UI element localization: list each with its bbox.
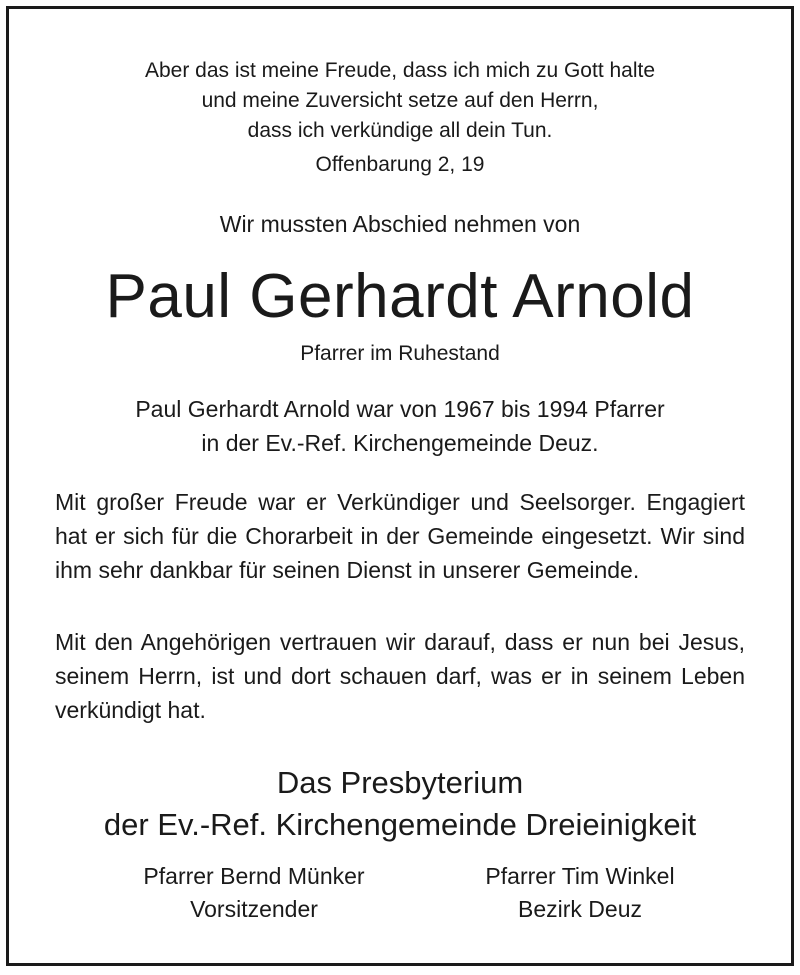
signature-org-line: Das Presbyterium <box>276 765 524 800</box>
farewell-intro: Wir mussten Abschied nehmen von <box>219 211 581 237</box>
service-info <box>0 392 800 460</box>
bible-reference: Offenbarung 2, 19 <box>315 153 485 176</box>
bible-verse <box>0 56 800 146</box>
signer-chair <box>104 860 404 926</box>
signature-org-line: der Ev.-Ref. Kirchengemeinde Dreieinigkeit <box>103 807 697 842</box>
deceased-title: Pfarrer im Ruhestand <box>300 342 500 365</box>
tribute-paragraph: Mit großer Freude war er Verkündiger und Seelsorger. Engagiert hat er sich für die Chorarbeit in der Gemeinde eingesetzt. Wir sind ihm sehr dankbar für seinen Dienst in unserer Gemeinde. <box>55 489 745 583</box>
signer-role: Vorsitzender <box>190 896 318 922</box>
tribute-paragraph: Mit den Angehörigen vertrauen wir darauf, dass er nun bei Jesus, seinem Herrn, ist und dort schauen darf, was er in seinem Leben verkündigt hat. <box>55 629 745 723</box>
signer-district <box>430 860 730 926</box>
signer-name: Pfarrer Bernd Münker <box>143 863 365 889</box>
bible-verse-line: dass ich verkündige all dein Tun. <box>247 119 553 142</box>
signer-role: Bezirk Deuz <box>518 896 642 922</box>
bible-verse-line: und meine Zuversicht setze auf den Herrn, <box>201 89 599 112</box>
bible-verse-line: Aber das ist meine Freude, dass ich mich zu Gott halte <box>144 59 656 82</box>
signer-name: Pfarrer Tim Winkel <box>485 863 675 889</box>
service-info-line: Paul Gerhardt Arnold war von 1967 bis 1994 Pfarrer <box>135 396 665 422</box>
deceased-name: Paul Gerhardt Arnold <box>105 262 695 331</box>
signature-organization <box>0 762 800 846</box>
service-info-line: in der Ev.-Ref. Kirchengemeinde Deuz. <box>201 430 599 456</box>
